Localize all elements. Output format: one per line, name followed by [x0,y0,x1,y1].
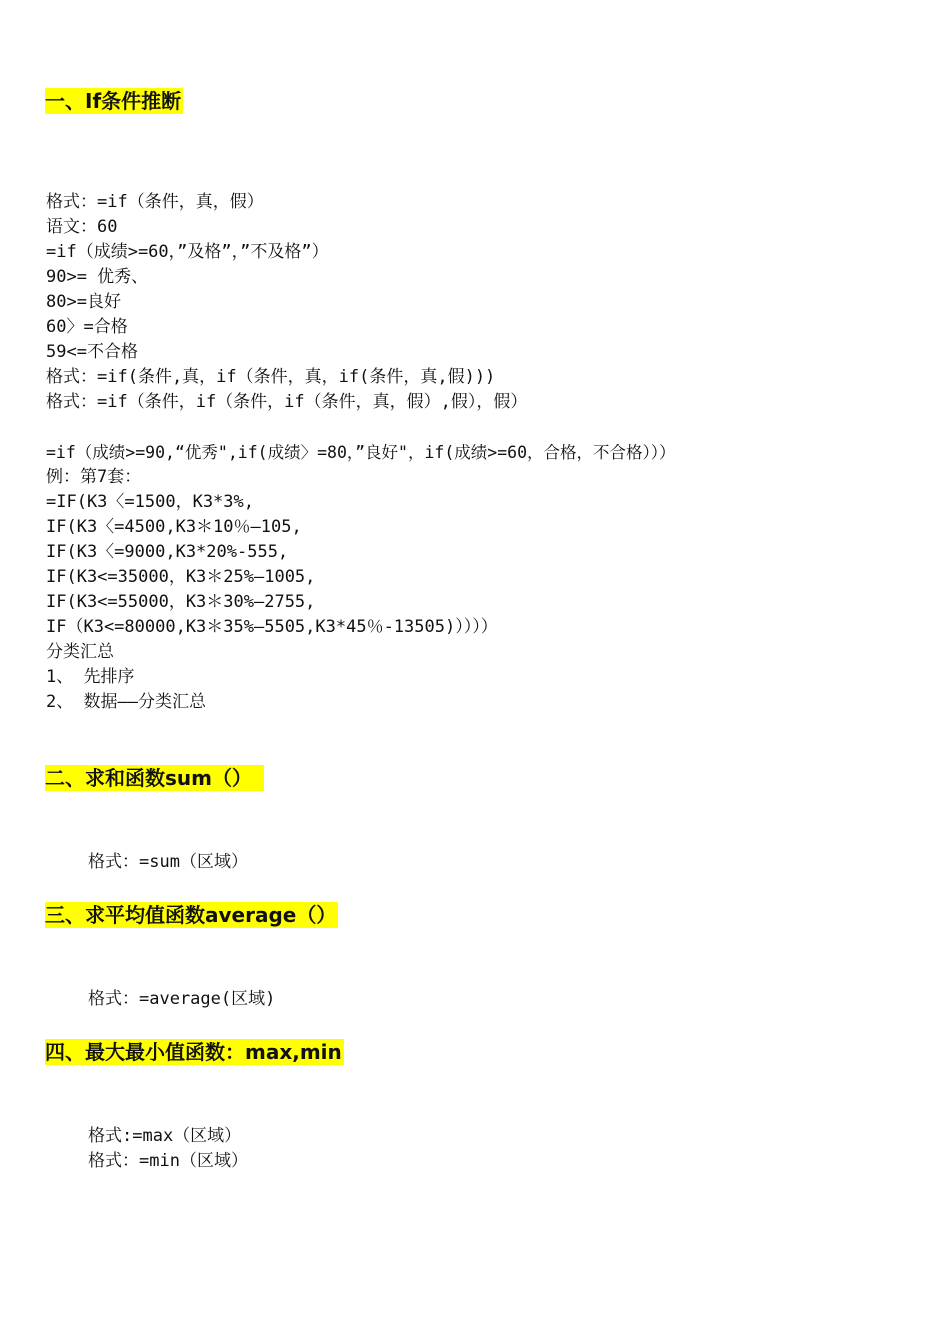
text-line: 格式：=if（条件，真，假） [46,192,264,212]
text-line: 分类汇总 [46,642,114,662]
section-heading-max-min: 四、最大最小值函数：max,min [45,1040,342,1064]
text-line: 例：第7套： [46,467,142,487]
text-line: IF(K3〈=4500,K3＊10％—105, [46,517,302,537]
text-line: 格式：=sum（区域） [88,852,248,872]
text-line: 59<=不合格 [46,342,138,362]
text-line: =if（成绩>=90,“优秀",if(成绩〉=80，”良好"，if(成绩>=60，合格，不合格））） [46,443,676,462]
text-line: IF（K3<=80000,K3＊35%—5505,K3*45％-13505)）））） [46,617,498,637]
text-line: 格式:=max（区域） [88,1126,242,1146]
text-line: 80>=良好 [46,292,121,312]
section-heading-if: 一、If条件推断 [45,89,182,113]
text-line: =if（成绩>=60，”及格”，”不及格”） [46,242,329,262]
section-heading-sum: 二、求和函数sum（） [45,765,264,791]
text-line: 语文：60 [46,217,118,237]
text-line: =IF(K3〈=1500，K3*3%, [46,492,254,512]
text-line: 格式：=average(区域) [88,989,276,1009]
text-line: 90>= 优秀、 [46,267,149,287]
text-line: IF(K3<=55000，K3＊30%—2755, [46,592,316,612]
text-line: 60〉=合格 [46,317,128,337]
text-line: 格式：=if（条件，if（条件，if（条件，真，假）,假），假） [46,392,528,412]
section-heading-average: 三、求平均值函数average（） [45,903,337,927]
text-line: 格式：=if(条件,真，if（条件，真，if(条件，真,假))) [46,367,496,387]
text-line: 1、 先排序 [46,667,135,687]
text-line: 格式：=min（区域） [88,1151,248,1171]
text-line: IF(K3<=35000，K3＊25%—1005, [46,567,316,587]
text-line: 2、 数据——分类汇总 [46,692,206,712]
text-line: IF(K3〈=9000,K3*20%-555, [46,542,289,562]
